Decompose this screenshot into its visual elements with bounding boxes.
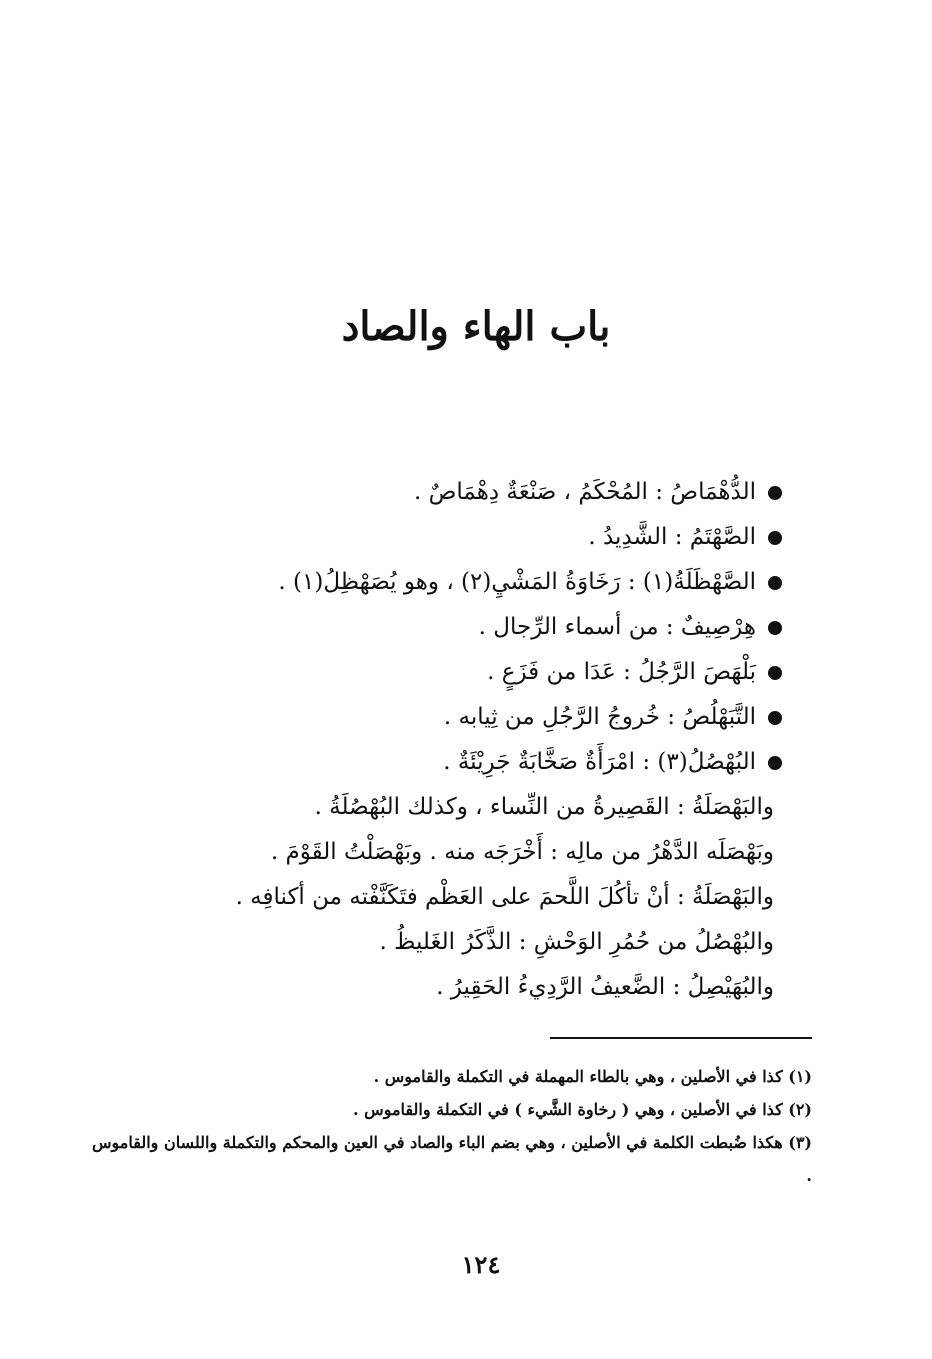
- entry-text: والبُهْصُلُ من حُمُرِ الوَحْشِ : الذَّكَرُ الغَليظُ .: [379, 929, 774, 955]
- entry: [142, 605, 782, 650]
- footnote: (٣) هكذا ضُبطت الكلمة في الأصلين ، وهي بضم الباء والصاد في العين والمحكم والتكملة واللسان والقاموس .: [92, 1133, 812, 1185]
- bullet-icon: [768, 666, 782, 680]
- footnote: (٢) كذا في الأصلين ، وهي ( رخاوة الشَّيء ) في التكملة والقاموس .: [353, 1100, 812, 1119]
- entry-text: الدُّهْمَاصُ : المُحْكَمُ ، صَنْعَةٌ دِهْمَاصٌ .: [414, 479, 756, 505]
- page-number: ١٢٤: [461, 1250, 501, 1279]
- entry-text: والبَهْصَلَةُ : القَصِيرةُ من النِّساء ، وكذلك البُهْصُلَةُ .: [314, 794, 774, 820]
- entry: [142, 830, 782, 875]
- entry: [142, 740, 782, 785]
- entry: [142, 875, 782, 920]
- entry-text: التَّبَهْلُصُ : خُروجُ الرَّجُلِ من ثِيابه .: [443, 704, 756, 730]
- entry-text: الصَّهْتَمُ : الشَّدِيدُ .: [588, 524, 756, 550]
- footnotes: [92, 1060, 812, 1192]
- entry: [142, 785, 782, 830]
- entry: [142, 560, 782, 605]
- bullet-icon: [768, 711, 782, 725]
- entry: [142, 515, 782, 560]
- footnote-divider: [550, 1037, 812, 1039]
- bullet-icon: [768, 756, 782, 770]
- entry-text: البُهْصُلُ(٣) : امْرَأَةٌ صَخَّابَةٌ جَرِيْئَةٌ .: [443, 749, 756, 775]
- entry: [142, 965, 782, 1010]
- bullet-icon: [768, 531, 782, 545]
- entry: [142, 695, 782, 740]
- entry: [142, 650, 782, 695]
- entry-text: وبَهْصَلَه الدَّهْرُ من مالِه : أَخْرَجَه منه . وبَهْصَلْتُ القَوْمَ .: [270, 839, 774, 865]
- bullet-icon: [768, 486, 782, 500]
- footnote: (١) كذا في الأصلين ، وهي بالطاء المهملة في التكملة والقاموس .: [373, 1067, 812, 1086]
- entry-text: بَلْهَصَ الرَّجُلُ : عَدَا من فَزَعٍ .: [487, 659, 756, 685]
- entry-text: هِرْصِيفٌ : من أسماء الرِّجال .: [478, 614, 756, 640]
- entry-text: والبُهَيْصِلُ : الضَّعيفُ الرَّدِيءُ الحَقِيرُ .: [436, 974, 774, 1000]
- entry-text: والبَهْصَلَةُ : أنْ تأكُلَ اللَّحمَ على العَظْم فتَكَنَّفْته من أكنافِه .: [235, 884, 774, 910]
- entry: [142, 920, 782, 965]
- bullet-icon: [768, 621, 782, 635]
- entry: [142, 470, 782, 515]
- chapter-title: باب الهاء والصاد: [341, 302, 611, 350]
- dictionary-entries: [142, 470, 782, 1010]
- entry-text: الصَّهْظَلَةُ(١) : رَخَاوَةُ المَشْيِ(٢) ، وهو يُصَهْظِلُ(١) .: [278, 569, 756, 595]
- bullet-icon: [768, 576, 782, 590]
